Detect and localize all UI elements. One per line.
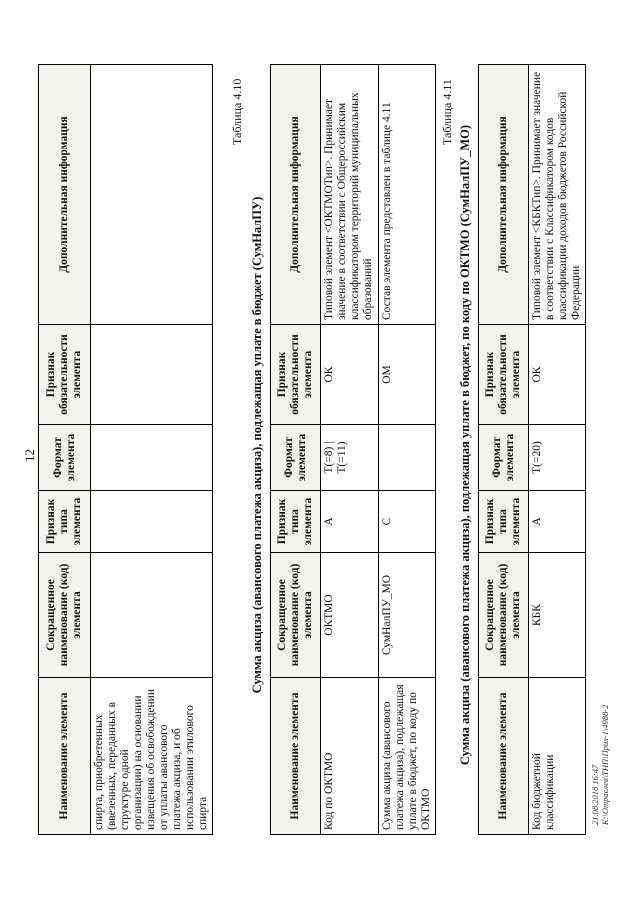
cell-type: [91, 491, 213, 553]
table-continued: [38, 64, 213, 835]
table-label: Таблица 4.11: [440, 79, 454, 145]
cell-short-name: СумНалПУ_МО: [379, 553, 436, 678]
table-header-row: [479, 65, 529, 835]
table-caption: Сумма акциза (авансового платежа акциза), подлежащая уплате в бюджет, по коду по ОКТМО (СумНалПУ_МО): [458, 124, 472, 766]
header-required: Признак обязательности элемента: [479, 325, 529, 425]
cell-required: [91, 325, 213, 425]
table-header-row: [39, 65, 91, 835]
header-short-name: Сокращенное наименование (код) элемента: [271, 553, 321, 678]
cell-info: Типовой элемент <ОКТМОТип>. Принимает значение в соответствии с Общероссийским классификатором территорий муниципальных образований: [321, 65, 379, 325]
cell-short-name: КБК: [529, 553, 586, 678]
cell-name: Код по ОКТМО: [321, 678, 379, 835]
cell-name: Сумма акциза (авансового платежа акциза), подлежащая уплате в бюджет, по коду по ОКТМО: [379, 678, 436, 835]
header-required: Признак обязательности элемента: [271, 325, 321, 425]
cell-name: спирта, приобретенных (ввезенных, переданных в структуре одной организации) на основании извещения об освобождении от уплаты авансового платежа акциза, и об использовании этилового спирта: [91, 678, 213, 835]
cell-required: ОК: [321, 325, 379, 425]
cell-required: ОК: [529, 325, 586, 425]
cell-format: [91, 425, 213, 491]
header-type: Признак типа элемента: [271, 491, 321, 553]
cell-format: T(=20): [529, 425, 586, 491]
table-4-11: [478, 64, 586, 835]
table-row: [91, 65, 213, 835]
footer-path: К:\Отраслев\ТНП\Прил-1\4988-2: [600, 704, 610, 825]
table-row: [529, 65, 586, 835]
table-caption: Сумма акциза (авансового платежа акциза), подлежащая уплате в бюджет (СумНалПУ): [250, 196, 264, 694]
table-header-row: [271, 65, 321, 835]
table-4-10: [270, 64, 436, 835]
header-type: Признак типа элемента: [479, 491, 529, 553]
header-format: Формат элемента: [271, 425, 321, 491]
footer-date: 21.08.2018 16:47: [590, 764, 600, 825]
header-short-name: Сокращенное наименование (код) элемента: [39, 553, 91, 678]
header-required: Признак обязательности элемента: [39, 325, 91, 425]
footer-stamp: [590, 705, 610, 825]
cell-format: T(=8) | T(=11): [321, 425, 379, 491]
header-format: Формат элемента: [479, 425, 529, 491]
header-info: Дополнительная информация: [271, 65, 321, 325]
table-row: [379, 65, 436, 835]
cell-short-name: ОКТМО: [321, 553, 379, 678]
header-short-name: Сокращенное наименование (код) элемента: [479, 553, 529, 678]
header-info: Дополнительная информация: [39, 65, 91, 325]
page-number: 12: [22, 449, 37, 462]
cell-format: [379, 425, 436, 491]
cell-info: Состав элемента представлен в таблице 4.11: [379, 65, 436, 325]
header-name: Наименование элемента: [39, 678, 91, 835]
header-name: Наименование элемента: [479, 678, 529, 835]
cell-info: Типовой элемент <КБКТип>. Принимает значение в соответствии с Классификатором кодов классификации доходов бюджетов Российской Федерации: [529, 65, 586, 325]
cell-required: ОМ: [379, 325, 436, 425]
cell-info: [91, 65, 213, 325]
cell-name: Код бюджетной классификации: [529, 678, 586, 835]
header-name: Наименование элемента: [271, 678, 321, 835]
cell-type: С: [379, 491, 436, 553]
table-label: Таблица 4.10: [230, 78, 244, 145]
table-row: [321, 65, 379, 835]
cell-type: А: [321, 491, 379, 553]
header-format: Формат элемента: [39, 425, 91, 491]
cell-short-name: [91, 553, 213, 678]
header-type: Признак типа элемента: [39, 491, 91, 553]
header-info: Дополнительная информация: [479, 65, 529, 325]
cell-type: А: [529, 491, 586, 553]
